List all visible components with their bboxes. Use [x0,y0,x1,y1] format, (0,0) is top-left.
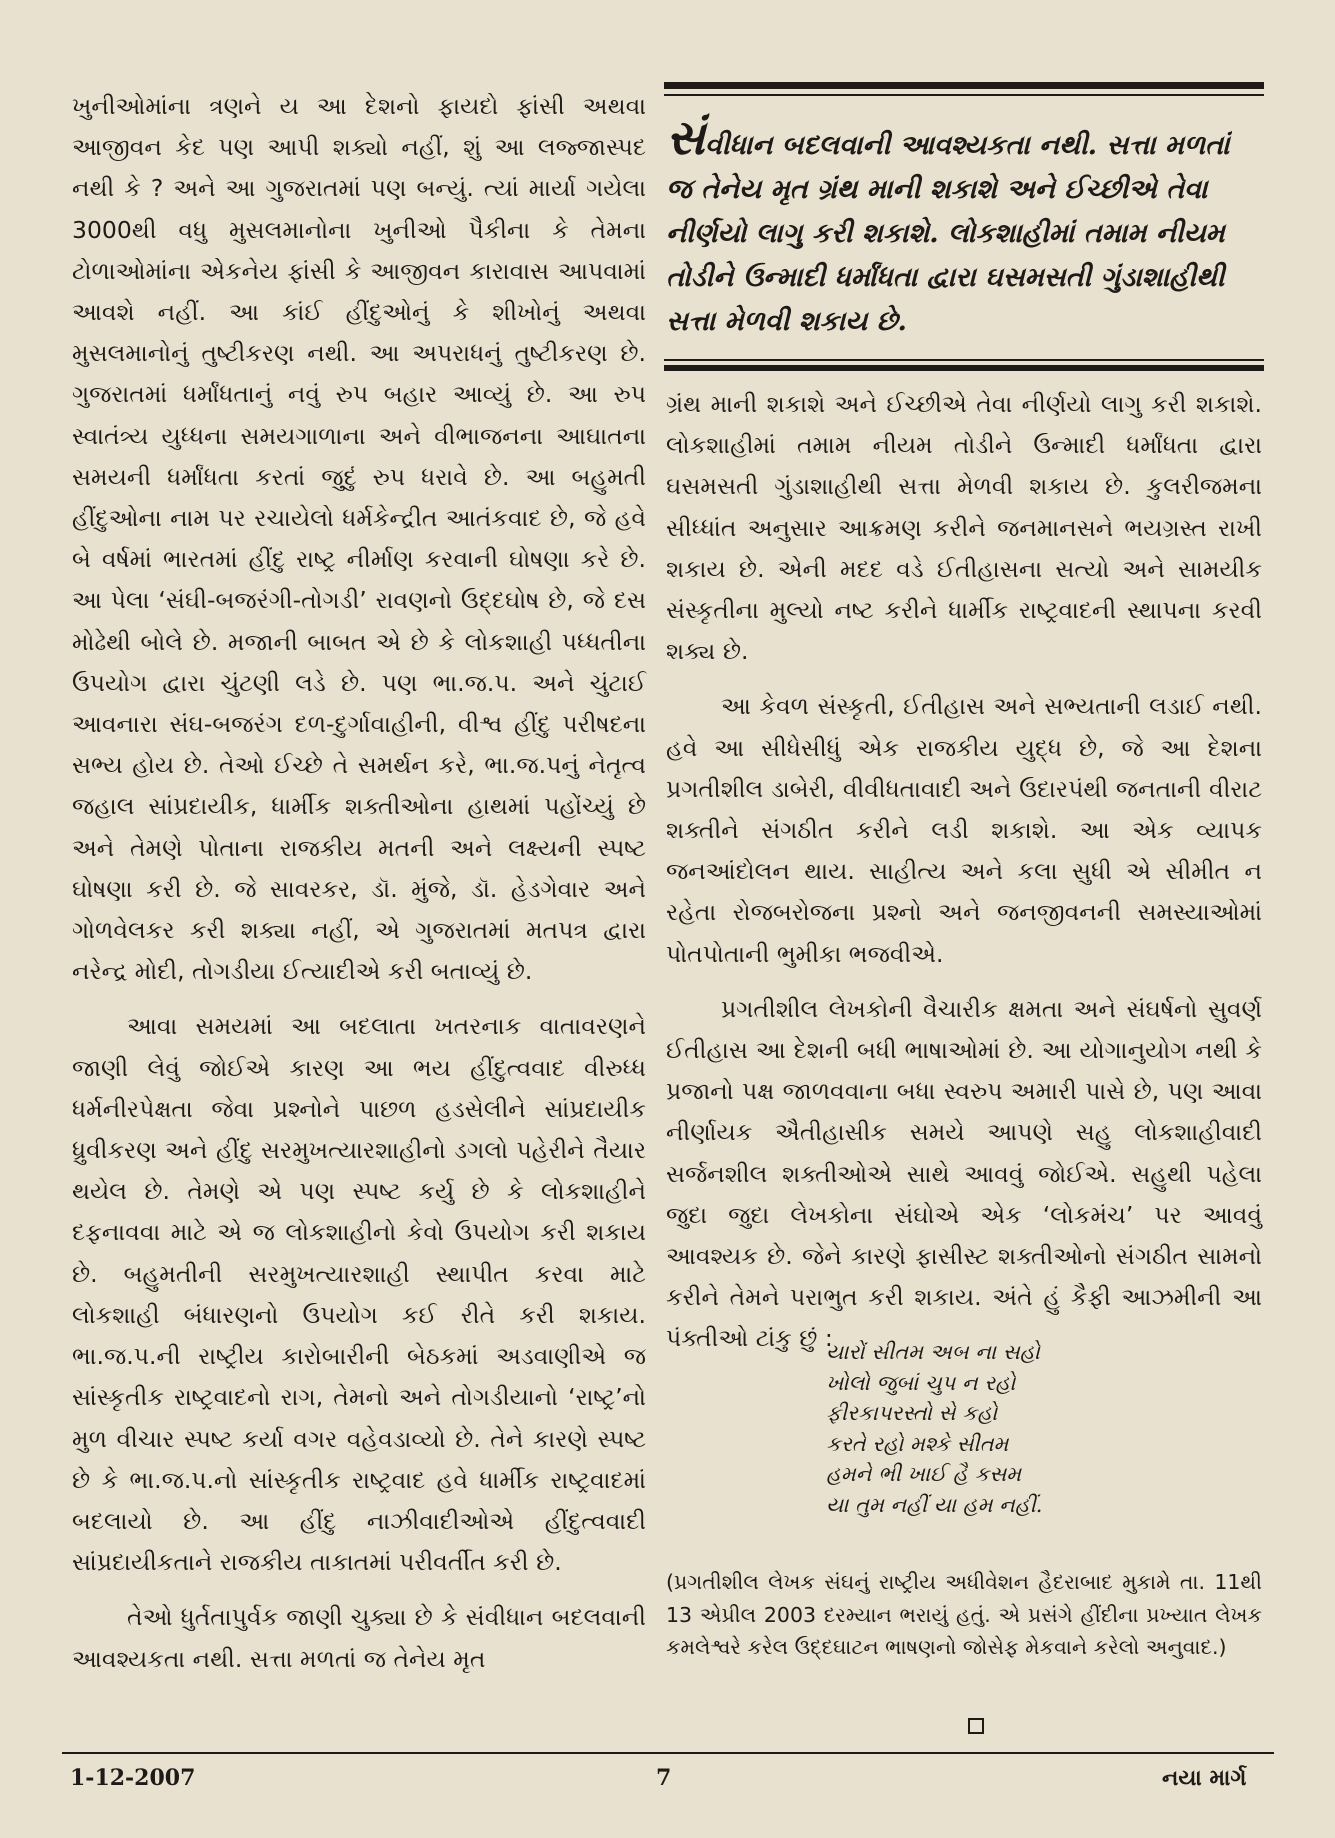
pull-quote-bottom-rule-thin [664,359,1264,361]
poem-line: હમને ભી ખાઈ હૈ કસમ [826,1462,1022,1486]
body-paragraph: આવા સમયમાં આ બદલાતા ખતરનાક વાતાવરણને જાણી લેવું જોઈએ કારણ આ ભય હીંદુત્વવાદ વીરુધ્ધ ધર્મનીરપેક્ષતા જેવા પ્રશ્નોને પાછળ હડસેલીને સાંપ્રદાયીક ધ્રુવીકરણ અને હીંદુ સરમુખત્યારશાહીનો ડગલો પહેરીને તૈયાર થયેલ છે. તેમણે એ પણ સ્પષ્ટ કર્યુ છે કે લોકશાહીને દફનાવવા માટે એ જ લોકશાહીનો કેવો ઉપયોગ કરી શકાય છે. બહુમતીની સરમુખત્યારશાહી સ્થાપીત કરવા માટે લોકશાહી બંધારણનો ઉપયોગ કઈ રીતે કરી શકાય. ભા.જ.પ.ની રાષ્ટ્રીય કારોબારીની બેઠકમાં અડવાણીએ જ સાંસ્કૃતીક રાષ્ટ્રવાદનો રાગ, તેમનો અને તોગડીયાનો ‘રાષ્ટ્ર’નો મુળ વીચાર સ્પષ્ટ કર્યા વગર વહેવડાવ્યો છે. તેને કારણે સ્પષ્ટ છે કે ભા.જ.પ.નો સાંસ્કૃતીક રાષ્ટ્રવાદ હવે ધાર્મીક રાષ્ટ્રવાદમાં બદલાયો છે. આ હીંદુ નાઝીવાદીઓએ હીંદુત્વવાદી સાંપ્રદાયીકતાને રાજકીય તાકાતમાં પરીવર્તીત કરી છે. [72,1012,646,1577]
left-column [72,86,646,1680]
body-paragraph: ખુનીઓમાંના ત્રણને ય આ દેશનો ફાયદો ફાંસી અથવા આજીવન કેદ પણ આપી શક્યો નહીં, શું આ લજ્જાસ્પદ નથી કે ? અને આ ગુજરાતમાં પણ બન્યું. ત્યાં માર્યા ગયેલા 3000થી વધુ મુસલમાનોના ખુનીઓ પૈકીના કે તેમના ટોળાઓમાંના એકનેય ફાંસી કે આજીવન કારાવાસ આપવામાં આવશે નહીં. આ કાંઈ હીંદુઓનું કે શીખોનું અથવા મુસલમાનોનું તુષ્ટીકરણ નથી. આ અપરાધનું તુષ્ટીકરણ છે. ગુજરાતમાં ધર્માંધતાનું નવું રુપ બહાર આવ્યું છે. આ રુપ સ્વાતંત્ર્ય યુધ્ધના સમયગાળાના અને વીભાજનના આઘાતના સમયની ધર્માંધતા કરતાં જુદું રુપ ધરાવે છે. આ બહુમતી હીંદુઓના નામ પર રચાયેલો ધર્મકેન્દ્રીત આતંકવાદ છે, જે હવે બે વર્ષમાં ભારતમાં હીંદુ રાષ્ટ્ર નીર્માણ કરવાની ઘોષણા કરે છે. આ પેલા ‘સંઘી-બજરંગી-તોગડી’ રાવણનો ઉદ્દઘોષ છે, જે દસ મોઢેથી બોલે છે. મજાની બાબત એ છે કે લોકશાહી પધ્ધતીના ઉપયોગ દ્વારા ચુંટણી લડે છે. પણ ભા.જ.પ. અને ચુંટાઈ આવનારા સંઘ-બજરંગ દળ-દુર્ગાવાહીની, વીશ્વ હીંદુ પરીષદના સભ્ય હોય છે. તેઓ ઈચ્છે તે સમર્થન કરે, ભા.જ.પનું નેતૃત્વ જહાલ સાંપ્રદાયીક, ધાર્મીક શક્તીઓના હાથમાં પહોંચ્યું છે અને તેમણે પોતાના રાજકીય મતની અને લક્ષ્યની સ્પષ્ટ ઘોષણા કરી છે. જે સાવરકર, ડૉ. મુંજે, ડૉ. હેડગેવાર અને ગોળવેલકર કરી શક્યા નહીં, એ ગુજરાતમાં મતપત્ર દ્વારા નરેન્દ્ર મોદી, તોગડીયા ઈત્યાદીએ કરી બતાવ્યું છે. [72,92,646,986]
magazine-name: નયા માર્ગ [1162,1765,1247,1791]
translator-note: (પ્રગતીશીલ લેખક સંઘનું રાષ્ટ્રીય અધીવેશન હૈદરાબાદ મુકામે તા. 11થી 13 એપ્રીલ 2003 દરમ્યાન ભરાયું હતું. એ પ્રસંગે હીંદીના પ્રખ્યાત લેખક કમલેશ્વરે કરેલ ઉદ્દઘાટન ભાષણનો જોસેફ મેકવાને કરેલો અનુવાદ.) [666,1570,1262,1659]
poem-line: ખોલો જુબાં ચુપ ન રહો [826,1370,1016,1395]
pull-quote-top-rule-thin [664,94,1264,96]
poem-line: ફીરકાપરસ્તો સે કહો [826,1401,998,1425]
body-paragraph: તેઓ ધુર્તતાપુર્વક જાણી ચુક્યા છે કે સંવીધાન બદલવાની આવશ્યકતા નથી. સત્તા મળતાં જ તેનેય મૃત [72,1603,646,1673]
right-column [666,384,1262,1360]
end-of-article-square-icon [968,1718,984,1734]
pull-quote-dropcap: સં [666,110,705,166]
page-number: 7 [656,1765,672,1791]
poem-line: કરતે રહો મશ્કે સીતમ [826,1431,1009,1456]
body-paragraph: આ કેવળ સંસ્કૃતી, ઈતીહાસ અને સભ્યતાની લડાઈ નથી. હવે આ સીધેસીધું એક રાજકીય યુદ્ધ છે, જે આ દેશના પ્રગતીશીલ ડાબેરી, વીવીધતાવાદી અને ઉદારપંથી જનતાની વીરાટ શક્તીને સંગઠીત કરીને લડી શકાશે. આ એક વ્યાપક જનઆંદોલન થાય. સાહીત્ય અને કલા સુધી એ સીમીત ન રહેતા રોજબરોજના પ્રશ્નો અને જનજીવનની સમસ્યાઓમાં પોતપોતાની ભુમીકા ભજવીએ. [666,692,1262,968]
footer-date: 1-12-2007 [70,1765,196,1791]
body-paragraph: પ્રગતીશીલ લેખકોની વૈચારીક ક્ષમતા અને સંઘર્ષનો સુવર્ણ ઈતીહાસ આ દેશની બધી ભાષાઓમાં છે. આ યોગાનુયોગ નથી કે પ્રજાનો પક્ષ જાળવવાના બધા સ્વરુપ અમારી પાસે છે, પણ આવા નીર્ણાયક ઐતીહાસીક સમયે આપણે સહુ લોકશાહીવાદી સર્જનશીલ શક્તીઓએ સાથે આવવું જોઈએ. સહુથી પહેલા જુદા જુદા લેખકોના સંઘોએ એક ‘લોકમંચ’ પર આવવું આવશ્યક છે. જેને કારણે ફાસીસ્ટ શક્તીઓનો સંગઠીત સામનો કરીને તેમને પરાભુત કરી શકાય. અંતે હું કૈફી આઝમીની આ પંક્તીઓ ટાંકુ છું : [666,994,1262,1353]
poem-line: યારોં સીતમ અબ ના સહો [826,1340,1040,1364]
pull-quote-text: વીધાન બદલવાની આવશ્યકતા નથી. સત્તા મળતાં જ તેનેય મૃત ગ્રંથ માની શકાશે અને ઈચ્છીએ તેવા નીર્ણયો લાગુ કરી શકાશે. લોકશાહીમાં તમામ નીયમ તોડીને ઉન્માદી ધર્માંધતા દ્વારા ઘસમસતી ગુંડાશાહીથી સત્તા મેળવી શકાય છે. [666,130,1230,337]
footer-rule [62,1752,1274,1754]
pull-quote-bottom-rule-thick [664,365,1264,371]
pull-quote [666,110,1262,344]
poem-line: યા તુમ નહીં યા હમ નહીં. [826,1492,1043,1517]
body-paragraph: ગ્રંથ માની શકાશે અને ઈચ્છીએ તેવા નીર્ણયો લાગુ કરી શકાશે. લોકશાહીમાં તમામ નીયમ તોડીને ઉન્માદી ધર્માંધતા દ્વારા ઘસમસતી ગુંડાશાહીથી સત્તા મેળવી શકાય છે. કુલરીજમના સીધ્ધાંત અનુસાર આક્રમણ કરીને જનમાનસને ભયગ્રસ્ત રાખી શકાય છે. એની મદદ વડે ઈતીહાસના સત્યો અને સામયીક સંસ્કૃતીના મુલ્યો નષ્ટ કરીને ધાર્મીક રાષ્ટ્રવાદની સ્થાપના કરવી શક્ય છે. [666,390,1262,666]
pull-quote-top-rule-thick [664,82,1264,89]
poem [826,1337,1146,1520]
